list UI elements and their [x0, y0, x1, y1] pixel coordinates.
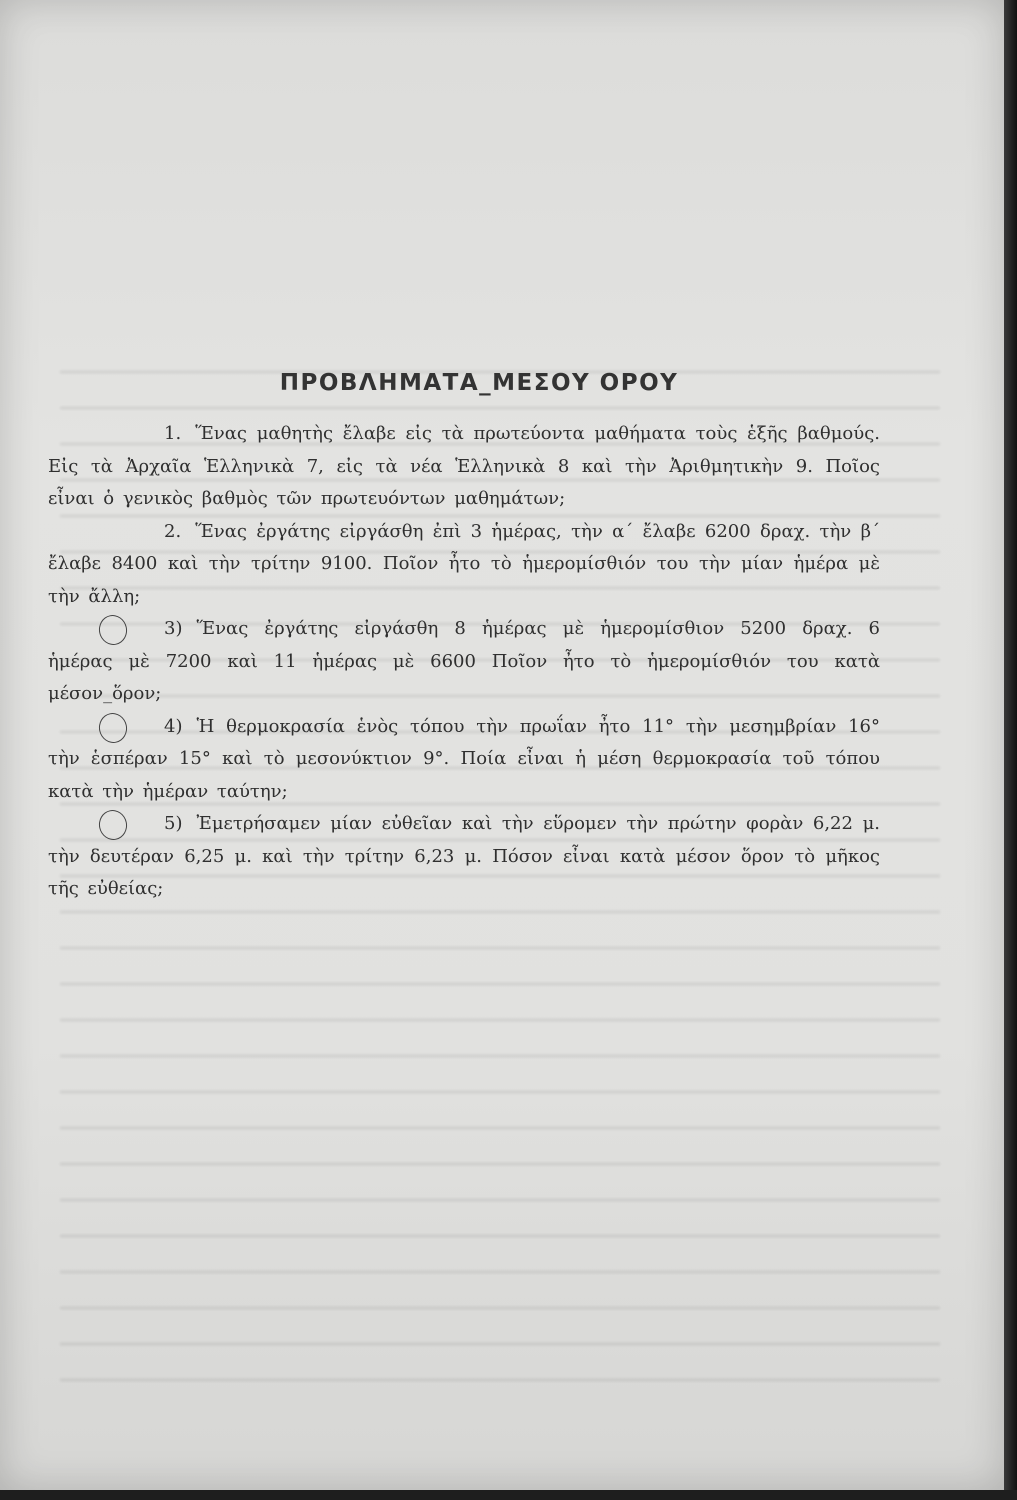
page-content: [48, 370, 880, 906]
scan-border-right: [1004, 0, 1017, 1500]
problem-1: [48, 418, 880, 516]
page-title: ΠΡΟΒΛΗΜΑΤΑ_ΜΕΣΟΥ ΟΡΟΥ: [279, 370, 679, 396]
problem-number-circled: 3): [106, 613, 182, 646]
problem-text: Ἐμετρήσαμεν μίαν εὐθεῖαν καὶ τὴν εὕρομεν τὴν πρώτην φορὰν 6,22 μ. τὴν δευτέραν 6,25 μ. καὶ τὴν τρίτην 6,23 μ. Πόσον εἶναι κατὰ μέσον ὅρον τὸ μῆκος τῆς εὐθείας;: [48, 813, 880, 899]
problem-text: Ἕνας ἐργάτης εἰργάσθη 8 ἡμέρας μὲ ἡμερομίσθιον 5200 δραχ. 6 ἡμέρας μὲ 7200 καὶ 11 ἡμέρας μὲ 6600 Ποῖον ἦτο τὸ ἡμερομίσθιόν του κατὰ μέσον_ὅρον;: [48, 618, 880, 704]
problem-text: Ἕνας ἐργάτης εἰργάσθη ἐπὶ 3 ἡμέρας, τὴν α΄ ἔλαβε 6200 δραχ. τὴν β΄ ἔλαβε 8400 καὶ τὴν τρίτην 9100. Ποῖον ἦτο τὸ ἡμερομίσθιόν του τὴν μίαν ἡμέρα μὲ τὴν ἄλλη;: [48, 520, 880, 607]
problem-number-circled: 4): [106, 711, 182, 744]
problem-text: Ἡ θερμοκρασία ἑνὸς τόπου τὴν πρωΐαν ἦτο 11° τὴν μεσημβρίαν 16° τὴν ἑσπέραν 15° καὶ τὸ μεσονύκτιον 9°. Ποία εἶναι ἡ μέση θερμοκρασία τοῦ τόπου κατὰ τὴν ἡμέραν ταύτην;: [48, 715, 880, 802]
problem-5: [48, 808, 880, 906]
problem-number: 2.: [164, 520, 182, 542]
problem-4: [48, 711, 880, 809]
problem-2: [48, 516, 880, 614]
problem-text: Ἕνας μαθητὴς ἔλαβε εἰς τὰ πρωτεύοντα μαθήματα τοὺς ἑξῆς βαθμούς. Εἰς τὰ Ἀρχαῖα Ἑλληνικὰ 7, εἰς τὰ νέα Ἑλληνικὰ 8 καὶ τὴν Ἀριθμητικὴν 9. Ποῖος εἶναι ὁ γενικὸς βαθμὸς τῶν πρωτευόντων μαθημάτων;: [48, 423, 880, 509]
problem-3: [48, 613, 880, 711]
problem-number-circled: 5): [106, 808, 182, 841]
scan-border-bottom: [0, 1490, 1017, 1500]
problem-number: 1.: [164, 423, 182, 444]
